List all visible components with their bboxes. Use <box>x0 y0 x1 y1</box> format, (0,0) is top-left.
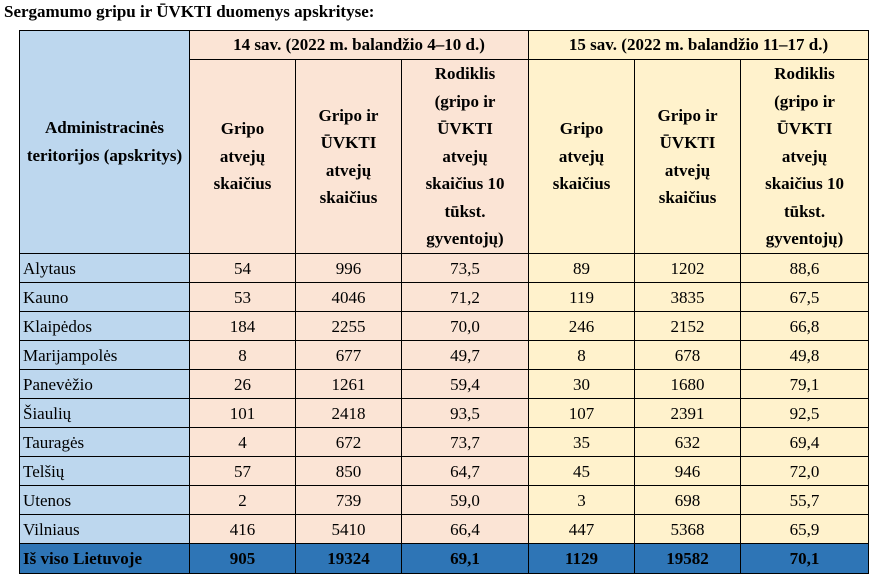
county-name: Tauragės <box>20 428 190 457</box>
w15-flu-cell: 246 <box>529 312 635 341</box>
county-name: Vilniaus <box>20 515 190 544</box>
w14-rate-cell: 59,4 <box>402 370 529 399</box>
w14-flu-cell: 53 <box>190 283 296 312</box>
w15-rate-cell: 66,8 <box>741 312 869 341</box>
w15-total-cell: 2152 <box>635 312 741 341</box>
week15-header: 15 sav. (2022 m. balandžio 11–17 d.) <box>529 31 869 60</box>
total-w15-flu: 1129 <box>529 544 635 574</box>
county-name: Alytaus <box>20 254 190 283</box>
county-name: Utenos <box>20 486 190 515</box>
total-row <box>20 544 869 574</box>
w14-total-cell: 5410 <box>296 515 402 544</box>
w15-flu-cell: 3 <box>529 486 635 515</box>
w14-rate-cell: 49,7 <box>402 341 529 370</box>
w14-rate-cell: 66,4 <box>402 515 529 544</box>
w15-flu-header: Gripo atvejų skaičius <box>529 60 635 254</box>
week14-header: 14 sav. (2022 m. balandžio 4–10 d.) <box>190 31 529 60</box>
table-body <box>20 254 869 574</box>
w14-total-cell: 677 <box>296 341 402 370</box>
w14-rate-cell: 73,5 <box>402 254 529 283</box>
w15-total-cell: 5368 <box>635 515 741 544</box>
table-row <box>20 341 869 370</box>
w14-rate-cell: 59,0 <box>402 486 529 515</box>
w14-flu-cell: 101 <box>190 399 296 428</box>
w14-total-cell: 739 <box>296 486 402 515</box>
w15-rate-cell: 69,4 <box>741 428 869 457</box>
w14-total-cell: 4046 <box>296 283 402 312</box>
w14-total-header: Gripo ir ŪVKTI atvejų skaičius <box>296 60 402 254</box>
table-row <box>20 254 869 283</box>
w14-total-cell: 672 <box>296 428 402 457</box>
county-name: Šiaulių <box>20 399 190 428</box>
total-w14-rate: 69,1 <box>402 544 529 574</box>
total-w14-flu: 905 <box>190 544 296 574</box>
total-w15-total: 19582 <box>635 544 741 574</box>
w14-flu-cell: 2 <box>190 486 296 515</box>
w15-flu-cell: 119 <box>529 283 635 312</box>
w14-total-cell: 1261 <box>296 370 402 399</box>
total-label: Iš viso Lietuvoje <box>20 544 190 574</box>
county-name: Kauno <box>20 283 190 312</box>
w14-flu-cell: 4 <box>190 428 296 457</box>
w15-rate-cell: 55,7 <box>741 486 869 515</box>
county-name: Klaipėdos <box>20 312 190 341</box>
total-w14-total: 19324 <box>296 544 402 574</box>
w15-rate-cell: 88,6 <box>741 254 869 283</box>
w14-rate-cell: 73,7 <box>402 428 529 457</box>
w15-total-header: Gripo ir ŪVKTI atvejų skaičius <box>635 60 741 254</box>
table-row <box>20 370 869 399</box>
table-row <box>20 457 869 486</box>
w15-rate-header: Rodiklis (gripo ir ŪVKTI atvejų skaičius 10 tūkst. gyventojų) <box>741 60 869 254</box>
w15-total-cell: 3835 <box>635 283 741 312</box>
w15-flu-cell: 45 <box>529 457 635 486</box>
w14-total-cell: 850 <box>296 457 402 486</box>
w15-rate-cell: 67,5 <box>741 283 869 312</box>
w15-total-cell: 946 <box>635 457 741 486</box>
w15-total-cell: 1680 <box>635 370 741 399</box>
w14-rate-cell: 64,7 <box>402 457 529 486</box>
w15-flu-cell: 30 <box>529 370 635 399</box>
flu-data-table <box>19 30 869 574</box>
county-name: Panevėžio <box>20 370 190 399</box>
w15-total-cell: 678 <box>635 341 741 370</box>
w15-flu-cell: 107 <box>529 399 635 428</box>
table-row <box>20 399 869 428</box>
w15-total-cell: 698 <box>635 486 741 515</box>
table-row <box>20 486 869 515</box>
total-w15-rate: 70,1 <box>741 544 869 574</box>
w14-flu-header: Gripo atvejų skaičius <box>190 60 296 254</box>
w14-flu-cell: 8 <box>190 341 296 370</box>
w15-rate-cell: 49,8 <box>741 341 869 370</box>
county-name: Marijampolės <box>20 341 190 370</box>
county-name: Telšių <box>20 457 190 486</box>
w15-flu-cell: 89 <box>529 254 635 283</box>
table-row <box>20 283 869 312</box>
table-row <box>20 515 869 544</box>
w14-flu-cell: 184 <box>190 312 296 341</box>
page-title: Sergamumo gripu ir ŪVKTI duomenys apskrityse: <box>4 2 375 21</box>
w14-rate-cell: 93,5 <box>402 399 529 428</box>
territory-header: Administracinės teritorijos (apskritys) <box>20 31 190 254</box>
w14-total-cell: 2255 <box>296 312 402 341</box>
w15-rate-cell: 92,5 <box>741 399 869 428</box>
w15-flu-cell: 35 <box>529 428 635 457</box>
w14-flu-cell: 57 <box>190 457 296 486</box>
w14-flu-cell: 416 <box>190 515 296 544</box>
w15-total-cell: 2391 <box>635 399 741 428</box>
w15-flu-cell: 8 <box>529 341 635 370</box>
w15-rate-cell: 79,1 <box>741 370 869 399</box>
w14-total-cell: 2418 <box>296 399 402 428</box>
table-row <box>20 428 869 457</box>
w14-rate-cell: 70,0 <box>402 312 529 341</box>
header-row-weeks <box>20 31 869 60</box>
w15-flu-cell: 447 <box>529 515 635 544</box>
w14-rate-header: Rodiklis (gripo ir ŪVKTI atvejų skaičius 10 tūkst. gyventojų) <box>402 60 529 254</box>
w15-total-cell: 632 <box>635 428 741 457</box>
w14-rate-cell: 71,2 <box>402 283 529 312</box>
w14-total-cell: 996 <box>296 254 402 283</box>
table-row <box>20 312 869 341</box>
w14-flu-cell: 54 <box>190 254 296 283</box>
w14-flu-cell: 26 <box>190 370 296 399</box>
w15-total-cell: 1202 <box>635 254 741 283</box>
w15-rate-cell: 72,0 <box>741 457 869 486</box>
w15-rate-cell: 65,9 <box>741 515 869 544</box>
